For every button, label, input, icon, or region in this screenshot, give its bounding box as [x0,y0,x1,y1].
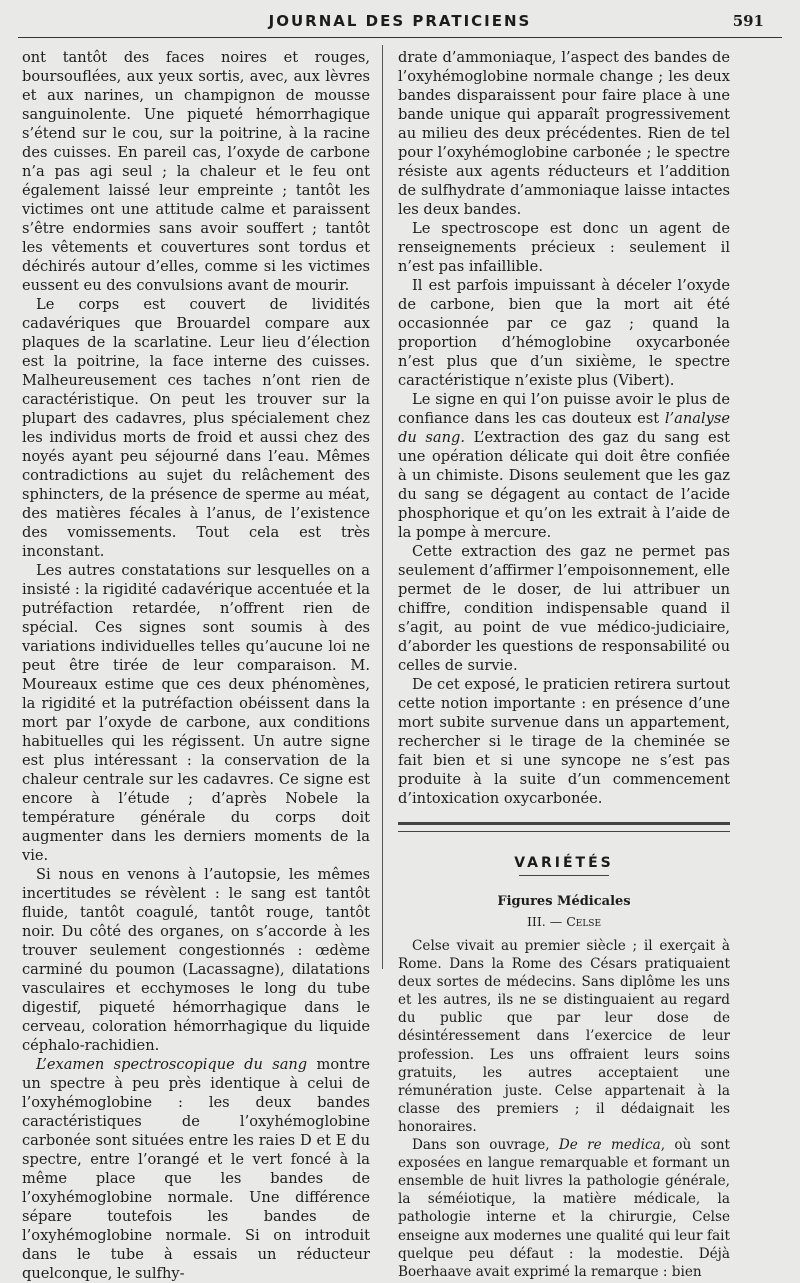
header-rule [18,37,782,38]
italic-phrase: l’analyse du sang. [398,410,730,446]
paragraph [398,1136,730,1281]
paragraph: Les autres constatations sur lesquelles on a insisté : la rigidité cadavérique accentuée et la putréfaction retardée, n’offrent rien de spécial. Ces signes sont soumis à des variations individuelles telles qu’aucune loi ne peut être tirée de leur comparaison. M. Moureaux estime que ces deux phénomènes, la rigidité et la putréfaction obéissent dans la mort par l’oxyde de carbone, aux conditions habituelles qui les régissent. Un autre signe est plus intéressant : la conservation de la chaleur centrale sur les cadavres. Ce signe est encore à l’étude ; d’après Nobele la température générale du corps doit augmenter dans les derniers moments de la vie. [22,562,370,864]
paragraph-text: Le signe en qui l’on puisse avoir le plus de confiance dans les cas douteux est [398,391,730,427]
article-subheading [398,912,730,931]
paragraph [22,1055,370,1283]
paragraph-text: , où sont exposées en langue remarquable et formant un ensemble de huit livres la pathologie générale, la séméiotique, la matière médicale, la pathologie interne et la chirurgie, Celse enseigne aux modernes une qualité qui leur fait quelque peu défaut : la modestie. Déjà Boerhaave avait exprimé la remarque : bien [398,1137,730,1280]
italic-phrase: De re medica [558,1137,661,1154]
section-title: VARIÉTÉS [514,855,614,871]
paragraph-text: montre un spectre à peu près identique à celui de l’oxyhémoglobine : les deux bandes caractéristiques de l’oxyhémoglobine carbonée sont situées entre les raies D et E du spectre, entre l’orangé et le vert foncé à la même place que les bandes de l’oxyhémoglobine normale. Une différence sépare toutefois les bandes de l’oxyhémoglobine normale. Si on introduit dans le tube à essais un réducteur quelconque, le sulfhy- [22,1056,371,1282]
column-divider [382,45,383,969]
article-heading: Figures Médicales [497,894,631,909]
paragraph: Cette extraction des gaz ne permet pas seulement d’affirmer l’empoisonnement, elle permet de le doser, de lui attribuer un chiffre, condition indispensable quand il s’agit, au point de vue médico-judiciaire, d’aborder les questions de responsabilité ou celles de survie. [398,543,730,674]
subheading-name: Celse [566,914,602,929]
paragraph: Il est parfois impuissant à déceler l’oxyde de carbone, bien que la mort ait été occasionnée par ce gaz ; quand la proportion d’hémoglobine oxycarbonée n’est plus que d’un sixième, le spectre caractéristique n’existe plus (Vibert). [398,277,730,389]
section-title-rule [519,875,609,876]
paragraph [398,390,730,542]
section-separator [398,822,730,832]
paragraph: Si nous en venons à l’autopsie, les mêmes incertitudes se révèlent : le sang est tantôt fluide, tantôt coagulé, tantôt rouge, tantôt noir. Du côté des organes, on s’accorde à les trouver seulement congestionnés : œdème carminé du poumon (Lacassagne), dilatations vasculaires et ecchymoses le long du tube digestif, piqueté hémorrhagique dans le cerveau, coloration hémorrhagique du liquide céphalo-rachidien. [22,866,370,1054]
paragraph: Le spectroscope est donc un agent de renseignements précieux : seulement il n’est pas infaillible. [398,220,730,275]
left-column [22,48,370,1283]
paragraph: ont tantôt des faces noires et rouges, boursouflées, aux yeux sortis, avec, aux lèvres et aux narines, un champignon de mousse sanguinolente. Une piqueté hémorrhagique s’étend sur le cou, sur la poitrine, à la racine des cuisses. En pareil cas, l’oxyde de carbone n’a pas agi seul ; la chaleur et le feu ont également laissé leur empreinte ; tantôt les victimes ont une attitude calme et paraissent s’être endormies sans avoir souffert ; tantôt les vêtements et couvertures sont tordus et déchirés autour d’elles, comme si les victimes eussent eu des convulsions avant de mourir. [22,49,370,294]
paragraph: Celse vivait au premier siècle ; il exerçait à Rome. Dans la Rome des Césars pratiquaient deux sortes de médecins. Sans diplôme les uns et les autres, ils ne se distinguaient au regard du public que par leur dose de désintéressement dans l’exercice de leur profession. Les uns offraient leurs soins gratuits, les autres acceptaient une rémunération juste. Celse appartenait à la classe des premiers ; il dédaignait les honoraires. [398,938,730,1135]
paragraph: Le corps est couvert de lividités cadavériques que Brouardel compare aux plaques de la scarlatine. Leur lieu d’élection est la poitrine, la face interne des cuisses. Malheureusement ces taches n’ont rien de caractéristique. On peut les trouver sur la plupart des cadavres, plus spécialement chez les individus morts de froid et aussi chez des noyés ayant peu séjourné dans l’eau. Mêmes contradictions au sujet du relâchement des sphincters, de la présence de sperme au méat, des matières fécales à l’anus, de l’existence des vomissements. Tout cela est très inconstant. [22,296,370,560]
running-title: JOURNAL DES PRATICIENS [268,12,532,30]
paragraph-text: L’extraction des gaz du sang est une opération délicate qui doit être confiée à un chimiste. Disons seulement que les gaz du sang se dégagent au contact de l’acide phosphorique et qu’on les extrait à l’aide de la pompe à mercure. [398,429,730,541]
paragraph: De cet exposé, le praticien retirera surtout cette notion importante : en présence d’une mort subite survenue dans un appartement, rechercher si le tirage de la cheminée se fait bien et si une syncope ne s’est pas produite à la suite d’un commencement d’intoxication oxycarbonée. [398,676,730,807]
subheading-number: III. — [526,914,567,929]
page-number: 591 [732,12,764,30]
italic-phrase: L’examen spectroscopique du sang [36,1056,308,1073]
paragraph-text: Dans son ouvrage, [412,1137,559,1154]
varietes-text [398,937,730,1281]
right-column [398,48,730,1281]
paragraph: drate d’ammoniaque, l’aspect des bandes de l’oxyhémoglobine normale change ; les deux bandes disparaissent pour faire place à une bande unique qui apparaît progressivement au milieu des deux précédentes. Rien de tel pour l’oxyhémoglobine carbonée ; le spectre résiste aux agents réducteurs et l’addition de sulfhydrate d’ammoniaque laisse intactes les deux bandes. [398,49,730,218]
page-header [0,0,800,40]
